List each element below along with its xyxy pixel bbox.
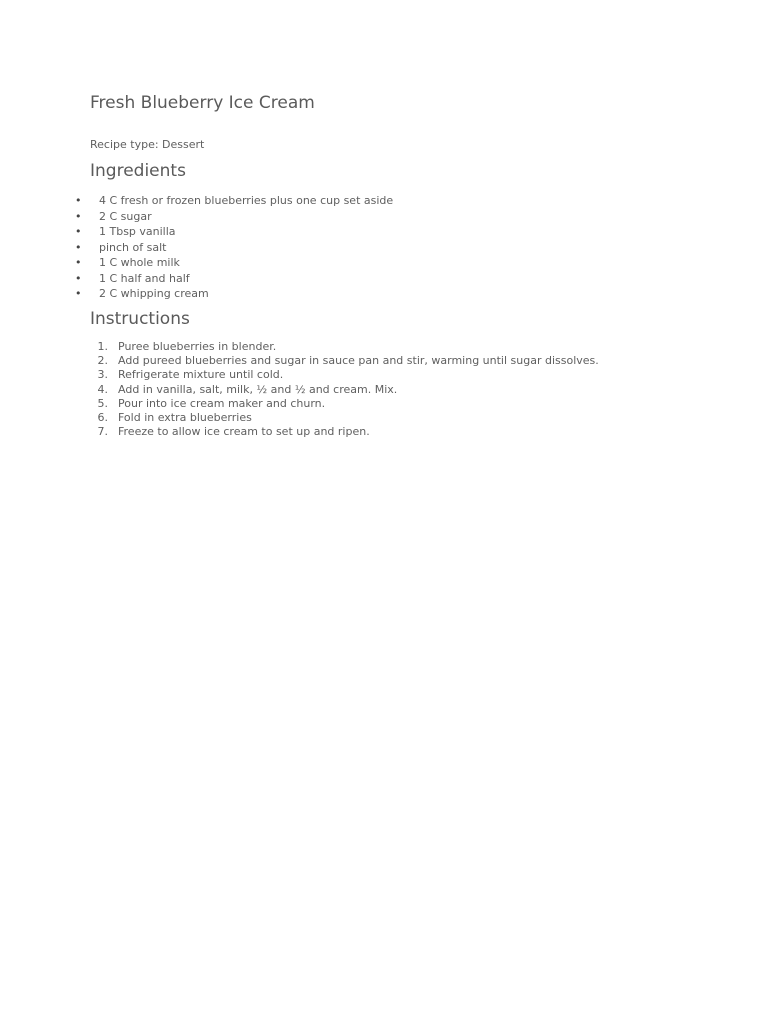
bullet-icon: • [75, 240, 82, 254]
step-text: Puree blueberries in blender. [118, 340, 277, 353]
step-number: 6. [97, 410, 108, 424]
bullet-icon: • [75, 194, 82, 207]
bullet-icon: • [75, 225, 82, 238]
ingredient-text: 1 Tbsp vanilla [99, 225, 176, 238]
step-number: 3. [97, 368, 108, 382]
ingredients-heading: Ingredients [90, 161, 186, 181]
step-number: 2. [97, 354, 108, 368]
step-number: 4. [97, 382, 108, 396]
ingredient-text: 2 C whipping cream [99, 287, 209, 300]
step-text: Pour into ice cream maker and churn. [118, 396, 326, 410]
ingredient-text: 1 C whole milk [99, 256, 180, 269]
bullet-icon: • [75, 209, 82, 223]
step-number: 5. [97, 396, 108, 410]
recipe-type: Recipe type: Dessert [90, 138, 205, 151]
ingredient-text: 1 C half and half [99, 271, 190, 285]
bullet-icon: • [75, 287, 82, 300]
step-text: Fold in extra blueberries [118, 410, 252, 424]
recipe-title: Fresh Blueberry Ice Cream [90, 93, 315, 113]
ingredient-text: pinch of salt [99, 240, 167, 254]
instructions-heading: Instructions [90, 309, 190, 329]
step-number: 7. [97, 425, 108, 439]
bullet-icon: • [75, 271, 82, 285]
ingredient-text: 2 C sugar [99, 209, 152, 223]
step-text: Add pureed blueberries and sugar in sauce pan and stir, warming until sugar dissolves. [118, 354, 599, 368]
step-text: Add in vanilla, salt, milk, ½ and ½ and cream. Mix. [118, 382, 398, 396]
bullet-icon: • [75, 256, 82, 269]
ingredient-text: 4 C fresh or frozen blueberries plus one cup set aside [99, 194, 394, 207]
step-text: Refrigerate mixture until cold. [118, 368, 284, 382]
step-text: Freeze to allow ice cream to set up and ripen. [118, 425, 370, 439]
step-number: 1. [97, 340, 108, 353]
